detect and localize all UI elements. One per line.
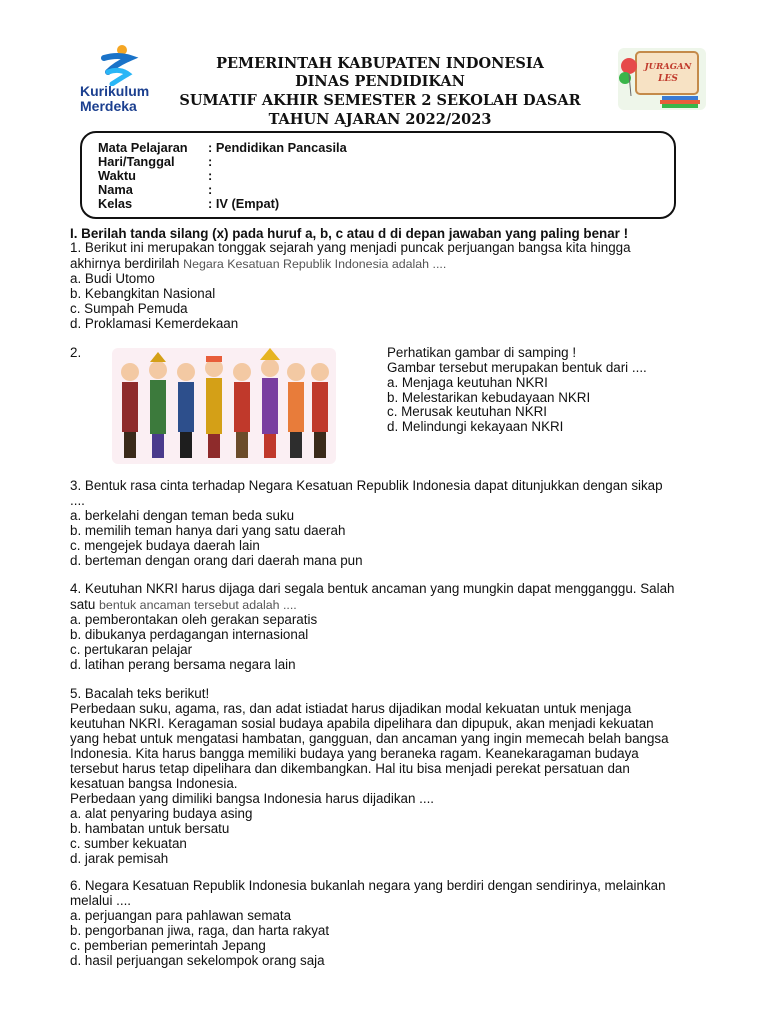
q2-option-a: a. Menjaga keutuhan NKRI	[387, 375, 548, 390]
student-info-box	[80, 131, 676, 219]
q5-line: kesatuan bangsa Indonesia.	[70, 776, 238, 791]
q5-line: Perbedaan suku, agama, ras, dan adat istiadat harus dijadikan modal kekuatan untuk menjaga	[70, 701, 632, 716]
kurikulum-merdeka-emblem-icon	[78, 44, 158, 86]
q2-option-d: d. Melindungi kekayaan NKRI	[387, 419, 564, 434]
q4-text-line2	[70, 597, 297, 613]
q2-option-c: c. Merusak keutuhan NKRI	[387, 404, 548, 419]
q5-line: tersebut harus tetap dipelihara dan dikembangkan. Hal itu bisa menjadi perekat persatuan dan	[70, 761, 630, 776]
q5-option-d: d. jarak pemisah	[70, 851, 169, 866]
q4-option-a: a. pemberontakan oleh gerakan separatis	[70, 612, 318, 627]
q4-text-part-faded: bentuk ancaman tersebut adalah ....	[99, 598, 297, 612]
q1-text-part: akhirnya berdirilah	[70, 256, 184, 271]
q5-line: Perbedaan yang dimiliki bangsa Indonesia harus dijadikan ....	[70, 791, 435, 806]
header-department: DINAS PENDIDIKAN	[295, 73, 465, 90]
q2-prompt-line2: Gambar tersebut merupakan bentuk dari ....	[387, 360, 647, 375]
logo-right-line1: JURAGAN	[644, 62, 692, 72]
q5-option-a: a. alat penyaring budaya asing	[70, 806, 253, 821]
q3-text-line2: ....	[70, 493, 85, 508]
info-name	[98, 183, 212, 197]
q6-text-line2: melalui ....	[70, 893, 132, 908]
q1-option-d: d. Proklamasi Kemerdekaan	[70, 316, 239, 331]
info-time	[98, 169, 212, 183]
q3-text-line1: 3. Bentuk rasa cinta terhadap Negara Kesatuan Republik Indonesia dapat ditunjukkan dengan sikap	[70, 478, 663, 493]
info-value: :	[208, 154, 213, 169]
info-label: Kelas	[98, 196, 133, 211]
instruction: I. Berilah tanda silang (x) pada huruf a, b, c atau d di depan jawaban yang paling benar !	[70, 226, 629, 241]
q1-option-b: b. Kebangkitan Nasional	[70, 286, 216, 301]
q6-option-b: b. pengorbanan jiwa, raga, dan harta rakyat	[70, 923, 330, 938]
kurikulum-merdeka-logo	[78, 44, 158, 114]
q3-option-b: b. memilih teman hanya dari yang satu daerah	[70, 523, 346, 538]
q3-option-d: d. berteman dengan orang dari daerah mana pun	[70, 553, 363, 568]
q2-option-b: b. Melestarikan kebudayaan NKRI	[387, 390, 591, 405]
info-value: : IV (Empat)	[208, 196, 280, 211]
q5-option-b: b. hambatan untuk bersatu	[70, 821, 230, 836]
q4-option-b: b. dibukanya perdagangan internasional	[70, 627, 309, 642]
logo-right-line2: LES	[658, 74, 678, 84]
traditional-costumes-illustration	[108, 342, 340, 470]
info-value: :	[208, 168, 213, 183]
header-government: PEMERINTAH KABUPATEN INDONESIA	[216, 55, 544, 72]
q1-text-line1: 1. Berikut ini merupakan tonggak sejarah yang menjadi puncak perjuangan bangsa kita hingga	[70, 240, 631, 255]
q6-option-d: d. hasil perjuangan sekelompok orang saja	[70, 953, 325, 968]
logo-text-line2: Merdeka	[80, 98, 137, 114]
header-school-year: TAHUN AJARAN 2022/2023	[268, 111, 492, 128]
q2-prompt-line1: Perhatikan gambar di samping !	[387, 345, 577, 360]
q2-number: 2.	[70, 345, 82, 360]
q4-text-part: satu	[70, 597, 100, 612]
q2-illustration	[108, 342, 340, 470]
q4-text-line1: 4. Keutuhan NKRI harus dijaga dari segala bentuk ancaman yang mungkin dapat mengganggu. Salah	[70, 581, 675, 596]
info-value: : Pendidikan Pancasila	[208, 140, 347, 155]
q3-option-c: c. mengejek budaya daerah lain	[70, 538, 260, 553]
q5-line: yang hebat untuk mengatasi hambatan, gangguan, dan ancaman yang ingin memecah belah bangsa	[70, 731, 669, 746]
q1-option-a: a. Budi Utomo	[70, 271, 155, 286]
info-label: Hari/Tanggal	[98, 154, 175, 169]
q5-line: 5. Bacalah teks berikut!	[70, 686, 210, 701]
q4-option-d: d. latihan perang bersama negara lain	[70, 657, 296, 672]
q1-option-c: c. Sumpah Pemuda	[70, 301, 188, 316]
info-class	[98, 197, 279, 211]
info-subject	[98, 141, 347, 155]
q5-line: keutuhan NKRI. Keragaman sosial budaya apabila dipelihara dan dipupuk, akan menjadi kekuatan	[70, 716, 654, 731]
q5-option-c: c. sumber kekuatan	[70, 836, 187, 851]
q6-option-a: a. perjuangan para pahlawan semata	[70, 908, 292, 923]
juragan-les-logo	[616, 46, 708, 112]
q6-option-c: c. pemberian pemerintah Jepang	[70, 938, 266, 953]
info-date	[98, 155, 212, 169]
q6-text-line1: 6. Negara Kesatuan Republik Indonesia bukanlah negara yang berdiri dengan sendirinya, melainkan	[70, 878, 666, 893]
q3-option-a: a. berkelahi dengan teman beda suku	[70, 508, 295, 523]
logo-text-line1: Kurikulum	[80, 83, 150, 99]
info-label: Mata Pelajaran	[98, 140, 188, 155]
info-value: :	[208, 182, 213, 197]
q1-text-line2	[70, 256, 446, 272]
q1-text-part-faded: Negara Kesatuan Republik Indonesia adalah ....	[183, 257, 447, 271]
info-label: Waktu	[98, 168, 136, 183]
info-label: Nama	[98, 182, 133, 197]
q5-line: Indonesia. Kita harus bangga memiliki budaya yang beraneka ragam. Keanekaragaman budaya	[70, 746, 639, 761]
header-exam-title: SUMATIF AKHIR SEMESTER 2 SEKOLAH DASAR	[179, 92, 581, 109]
q4-option-c: c. pertukaran pelajar	[70, 642, 193, 657]
